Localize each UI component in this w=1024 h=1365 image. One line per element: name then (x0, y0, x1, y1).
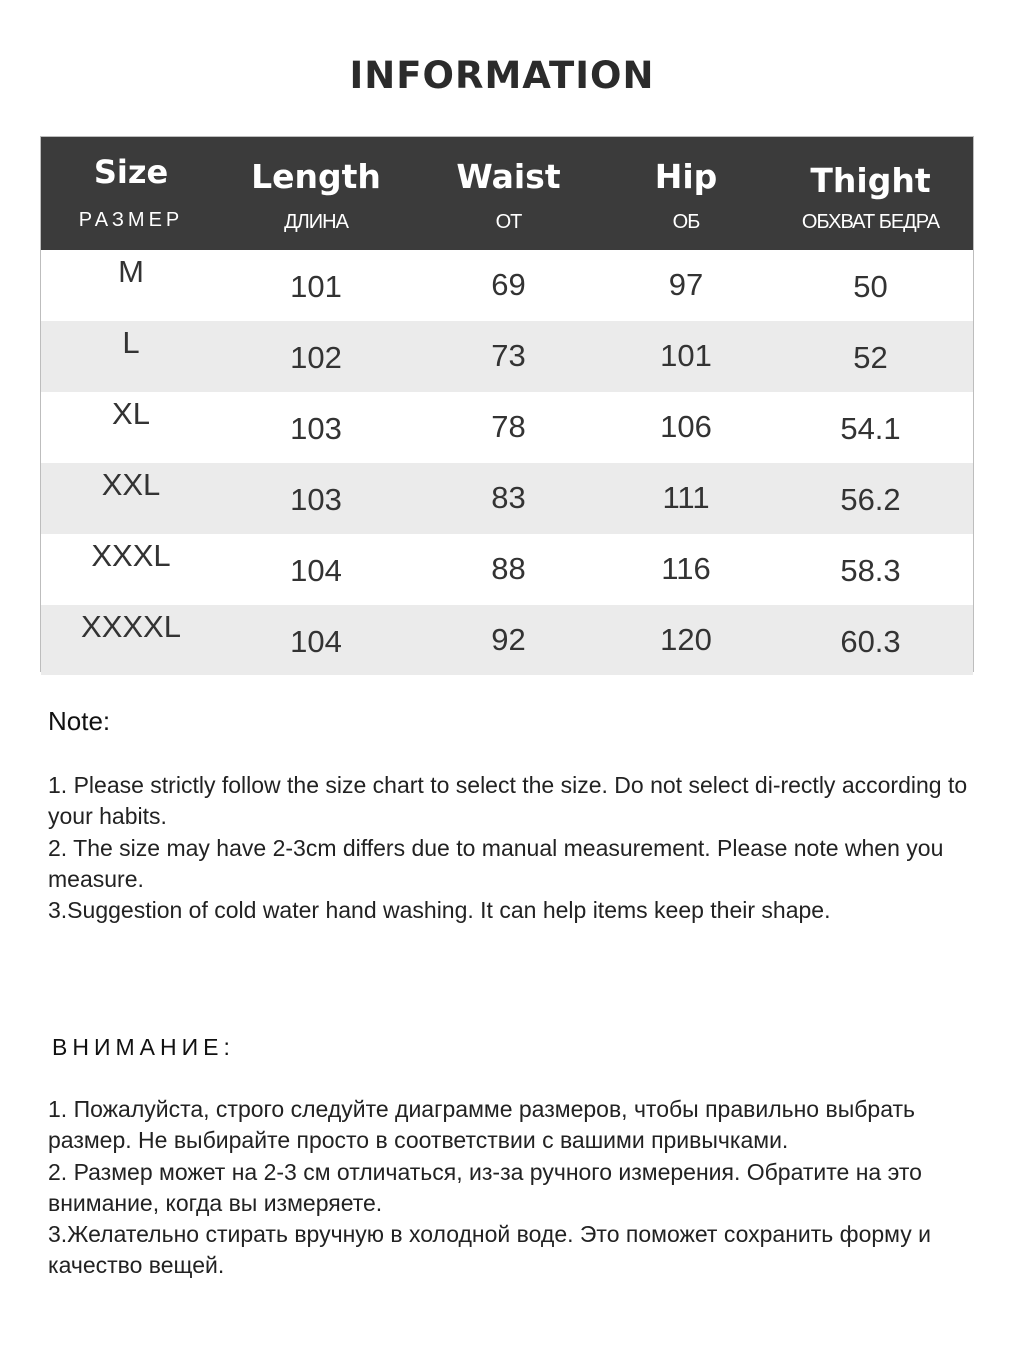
cell-thigh: 58.3 (840, 553, 901, 588)
cell-length: 103 (290, 482, 342, 517)
header-waist: Waist (456, 157, 561, 196)
cell-size: L (122, 325, 140, 360)
page-title: INFORMATION (349, 54, 655, 97)
header-length: Length (251, 157, 381, 196)
cell-waist: 83 (491, 480, 526, 515)
note-item-ru: 1. Пожалуйста, строго следуйте диаграмме размеров, чтобы правильно выбрать размер. Не выбирайте просто в соответствии с вашими привычками. (48, 1096, 915, 1154)
cell-hip: 106 (660, 409, 712, 444)
size-chart-table (40, 136, 974, 672)
cell-hip: 101 (660, 338, 712, 373)
cell-waist: 78 (491, 409, 526, 444)
note-item: 3.Suggestion of cold water hand washing. It can help items keep their shape. (48, 897, 831, 924)
cell-thigh: 60.3 (840, 624, 901, 659)
note-list-ru (48, 1094, 968, 1282)
cell-waist: 69 (491, 267, 526, 302)
header-hip-ru: ОБ (672, 211, 700, 233)
note-item-ru: 3.Желательно стирать вручную в холодной воде. Это поможет сохранить форму и качество вещей. (48, 1221, 931, 1279)
cell-length: 101 (290, 269, 342, 304)
cell-size: M (118, 254, 144, 289)
cell-hip: 116 (661, 551, 711, 586)
table-body (41, 250, 973, 675)
cell-thigh: 54.1 (840, 411, 901, 446)
cell-size: XXL (101, 467, 161, 502)
header-thigh: Thight (810, 161, 931, 200)
note-heading-ru: ВНИМАНИЕ: (52, 1034, 235, 1060)
header-thigh-ru: ОБХВАТ БЕДРА (801, 211, 940, 233)
cell-length: 103 (290, 411, 342, 446)
table-header (41, 137, 973, 250)
cell-hip: 120 (660, 622, 712, 657)
header-size-ru: РАЗМЕР (78, 209, 184, 231)
header-waist-ru: ОТ (495, 211, 522, 233)
cell-waist: 92 (491, 622, 526, 657)
cell-length: 104 (290, 553, 342, 588)
note-item-ru: 2. Размер может на 2-3 см отличаться, из-за ручного измерения. Обратите на это внимание, когда вы измеряете. (48, 1158, 922, 1216)
cell-waist: 73 (491, 338, 526, 373)
note-item: 1. Please strictly follow the size chart to select the size. Do not select di-rectly according to your habits. (48, 772, 968, 830)
cell-hip: 97 (668, 267, 704, 302)
note-item: 2. The size may have 2-3cm differs due to manual measurement. Please note when you measure. (48, 834, 944, 892)
note-heading: Note: (48, 706, 111, 736)
header-length-ru: ДЛИНА (284, 211, 348, 233)
cell-size: XXXXL (81, 609, 181, 644)
cell-size: XXXL (91, 538, 171, 573)
header-size: Size (93, 153, 169, 191)
cell-thigh: 56.2 (840, 482, 901, 517)
cell-hip: 111 (662, 480, 710, 515)
cell-thigh: 52 (853, 340, 888, 375)
cell-waist: 88 (491, 551, 526, 586)
header-hip: Hip (654, 157, 718, 196)
cell-length: 104 (290, 624, 342, 659)
note-list (48, 770, 968, 926)
cell-size: XL (112, 396, 150, 431)
cell-thigh: 50 (853, 269, 888, 304)
cell-length: 102 (290, 340, 342, 375)
table-row (41, 605, 973, 675)
